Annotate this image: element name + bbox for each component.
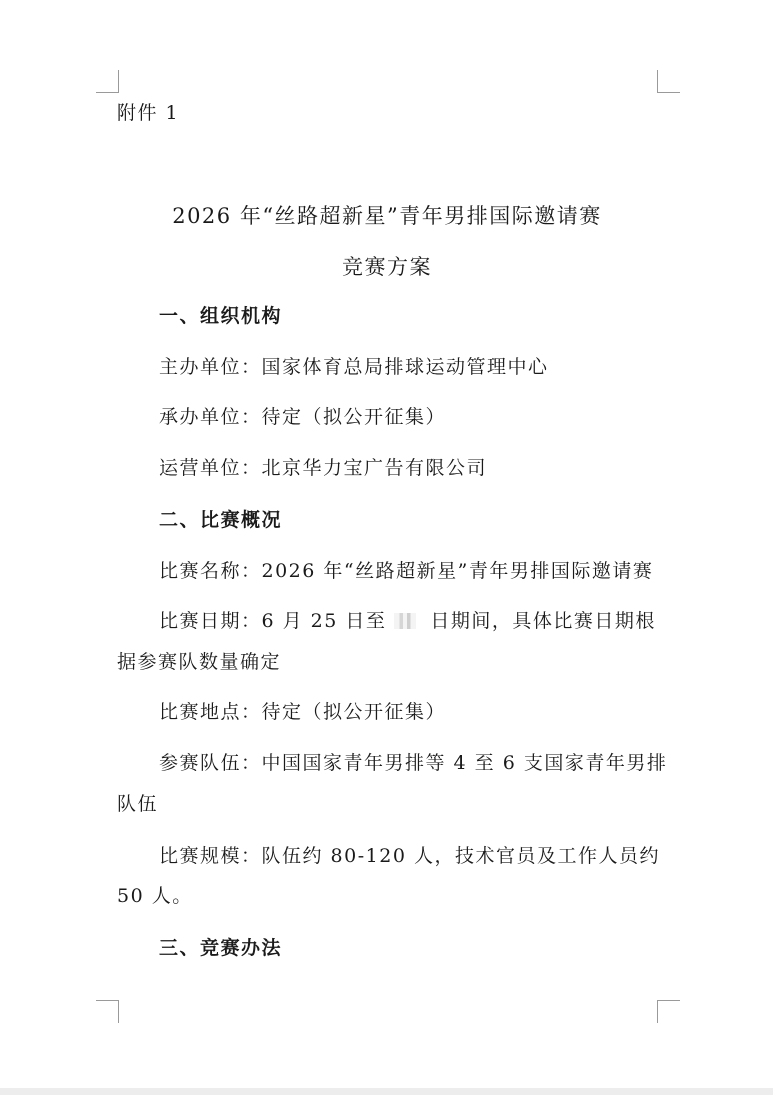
page-bottom-edge (0, 1088, 773, 1095)
organizer-unit: 承办单位：待定（拟公开征集） (159, 406, 447, 428)
competition-venue: 比赛地点：待定（拟公开征集） (159, 701, 447, 723)
competition-scale: 比赛规模：队伍约 80-120 人，技术官员及工作人员约 (159, 845, 660, 867)
crop-mark-bottom-left (96, 1000, 119, 1023)
competition-name: 比赛名称：2026 年“丝路超新星”青年男排国际邀请赛 (159, 560, 654, 582)
redacted-mark (394, 613, 416, 629)
competition-date (159, 601, 699, 641)
competition-date-continued: 据参赛队数量确定 (117, 651, 282, 673)
crop-mark-top-left (96, 70, 119, 93)
operator-unit: 运营单位：北京华力宝广告有限公司 (159, 457, 488, 479)
section-heading-rules: 三、竞赛办法 (159, 937, 283, 959)
participating-teams: 参赛队伍：中国国家青年男排等 4 至 6 支国家青年男排 (159, 752, 668, 774)
competition-scale-continued: 50 人。 (117, 885, 193, 907)
crop-mark-top-right (657, 70, 680, 93)
competition-date-end: 日期间，具体比赛日期根 (430, 610, 656, 632)
attachment-label: 附件 1 (117, 102, 180, 124)
crop-mark-bottom-right (657, 1000, 680, 1023)
competition-date-start: 比赛日期：6 月 25 日至 (159, 610, 387, 632)
participating-teams-continued: 队伍 (117, 793, 159, 815)
document-title-line1: 2026 年“丝路超新星”青年男排国际邀请赛 (172, 204, 602, 228)
host-unit: 主办单位：国家体育总局排球运动管理中心 (159, 356, 549, 378)
document-title-line2: 竞赛方案 (342, 255, 432, 279)
section-heading-overview: 二、比赛概况 (159, 509, 283, 531)
section-heading-organization: 一、组织机构 (159, 305, 283, 327)
